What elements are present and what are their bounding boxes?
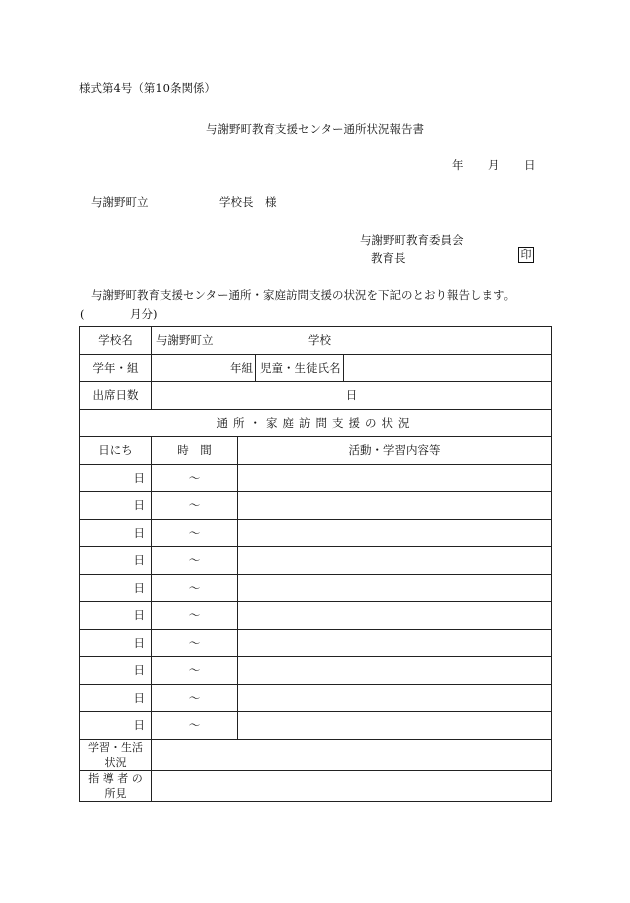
school-prefix: 与謝野町立 bbox=[156, 333, 214, 348]
activity-cell[interactable] bbox=[238, 684, 552, 712]
attendance-row bbox=[80, 382, 552, 410]
time-cell[interactable]: 〜 bbox=[152, 629, 238, 657]
grade-field[interactable] bbox=[152, 354, 256, 382]
time-cell[interactable]: 〜 bbox=[152, 712, 238, 740]
attendance-field[interactable] bbox=[152, 382, 552, 410]
day-cell[interactable]: 日 bbox=[80, 712, 152, 740]
issuer-organization: 与謝野町教育委員会 bbox=[360, 233, 464, 247]
day-row bbox=[80, 464, 552, 492]
grade-class: 組 bbox=[241, 360, 253, 375]
report-table bbox=[79, 326, 552, 802]
activity-cell[interactable] bbox=[238, 712, 552, 740]
day-row bbox=[80, 519, 552, 547]
study-status-label-line1: 学習・生活 bbox=[88, 740, 143, 754]
time-cell[interactable]: 〜 bbox=[152, 602, 238, 630]
time-cell[interactable]: 〜 bbox=[152, 519, 238, 547]
grade-year: 年 bbox=[230, 360, 242, 375]
col-activity-header: 活動・学習内容等 bbox=[238, 437, 552, 465]
day-cell[interactable]: 日 bbox=[80, 629, 152, 657]
issuer-title: 教育長 bbox=[371, 251, 406, 265]
month-line bbox=[80, 306, 158, 322]
study-status-label bbox=[80, 739, 152, 770]
section-header: 通所・家庭訪問支援の状況 bbox=[80, 409, 552, 437]
day-cell[interactable]: 日 bbox=[80, 684, 152, 712]
activity-cell[interactable] bbox=[238, 464, 552, 492]
school-field[interactable] bbox=[152, 327, 552, 355]
addressee-prefix: 与謝野町立 bbox=[91, 195, 149, 209]
day-row bbox=[80, 492, 552, 520]
day-row bbox=[80, 712, 552, 740]
day-cell[interactable]: 日 bbox=[80, 464, 152, 492]
instructor-remarks-label-line1: 指 導 者 の bbox=[88, 771, 143, 785]
col-time-header: 時 間 bbox=[152, 437, 238, 465]
student-name-label: 児童・生徒氏名 bbox=[256, 354, 344, 382]
time-cell[interactable]: 〜 bbox=[152, 492, 238, 520]
day-cell[interactable]: 日 bbox=[80, 519, 152, 547]
date-line bbox=[452, 157, 536, 173]
month-open-paren: ( bbox=[80, 307, 85, 321]
activity-cell[interactable] bbox=[238, 629, 552, 657]
day-cell[interactable]: 日 bbox=[80, 602, 152, 630]
activity-cell[interactable] bbox=[238, 574, 552, 602]
school-label: 学校名 bbox=[80, 327, 152, 355]
activity-cell[interactable] bbox=[238, 492, 552, 520]
day-row bbox=[80, 547, 552, 575]
activity-cell[interactable] bbox=[238, 519, 552, 547]
day-cell[interactable]: 日 bbox=[80, 547, 152, 575]
school-row bbox=[80, 327, 552, 355]
day-row bbox=[80, 602, 552, 630]
attendance-unit: 日 bbox=[345, 388, 358, 403]
instructor-remarks-field[interactable] bbox=[152, 770, 552, 801]
date-month-label: 月 bbox=[488, 158, 500, 172]
time-cell[interactable]: 〜 bbox=[152, 657, 238, 685]
school-suffix: 学校 bbox=[308, 333, 331, 348]
day-row bbox=[80, 574, 552, 602]
instructor-remarks-label bbox=[80, 770, 152, 801]
day-row bbox=[80, 684, 552, 712]
day-cell[interactable]: 日 bbox=[80, 492, 152, 520]
time-cell[interactable]: 〜 bbox=[152, 684, 238, 712]
day-row bbox=[80, 657, 552, 685]
study-status-row bbox=[80, 739, 552, 770]
day-row bbox=[80, 629, 552, 657]
instructor-remarks-row bbox=[80, 770, 552, 801]
section-header-row bbox=[80, 409, 552, 437]
study-status-label-line2: 状況 bbox=[104, 755, 127, 769]
date-day-label: 日 bbox=[524, 158, 536, 172]
month-suffix: 月分) bbox=[130, 307, 158, 321]
col-date-header: 日にち bbox=[80, 437, 152, 465]
column-header-row bbox=[80, 437, 552, 465]
form-number: 様式第4号（第10条関係） bbox=[79, 81, 216, 95]
document-title: 与謝野町教育支援センター通所状況報告書 bbox=[205, 122, 425, 136]
time-cell[interactable]: 〜 bbox=[152, 574, 238, 602]
seal-mark: 印 bbox=[518, 247, 534, 263]
instructor-remarks-label-line2: 所見 bbox=[104, 786, 127, 800]
date-year-label: 年 bbox=[452, 158, 464, 172]
time-cell[interactable]: 〜 bbox=[152, 464, 238, 492]
activity-cell[interactable] bbox=[238, 657, 552, 685]
addressee-suffix: 学校長 様 bbox=[219, 195, 277, 209]
day-cell[interactable]: 日 bbox=[80, 657, 152, 685]
attendance-label: 出席日数 bbox=[80, 382, 152, 410]
activity-cell[interactable] bbox=[238, 602, 552, 630]
day-cell[interactable]: 日 bbox=[80, 574, 152, 602]
report-sentence: 与謝野町教育支援センター通所・家庭訪問支援の状況を下記のとおり報告します。 bbox=[91, 288, 516, 302]
grade-label: 学年・組 bbox=[80, 354, 152, 382]
study-status-field[interactable] bbox=[152, 739, 552, 770]
time-cell[interactable]: 〜 bbox=[152, 547, 238, 575]
addressee bbox=[91, 194, 277, 210]
student-name-field[interactable] bbox=[344, 354, 552, 382]
grade-row bbox=[80, 354, 552, 382]
activity-cell[interactable] bbox=[238, 547, 552, 575]
